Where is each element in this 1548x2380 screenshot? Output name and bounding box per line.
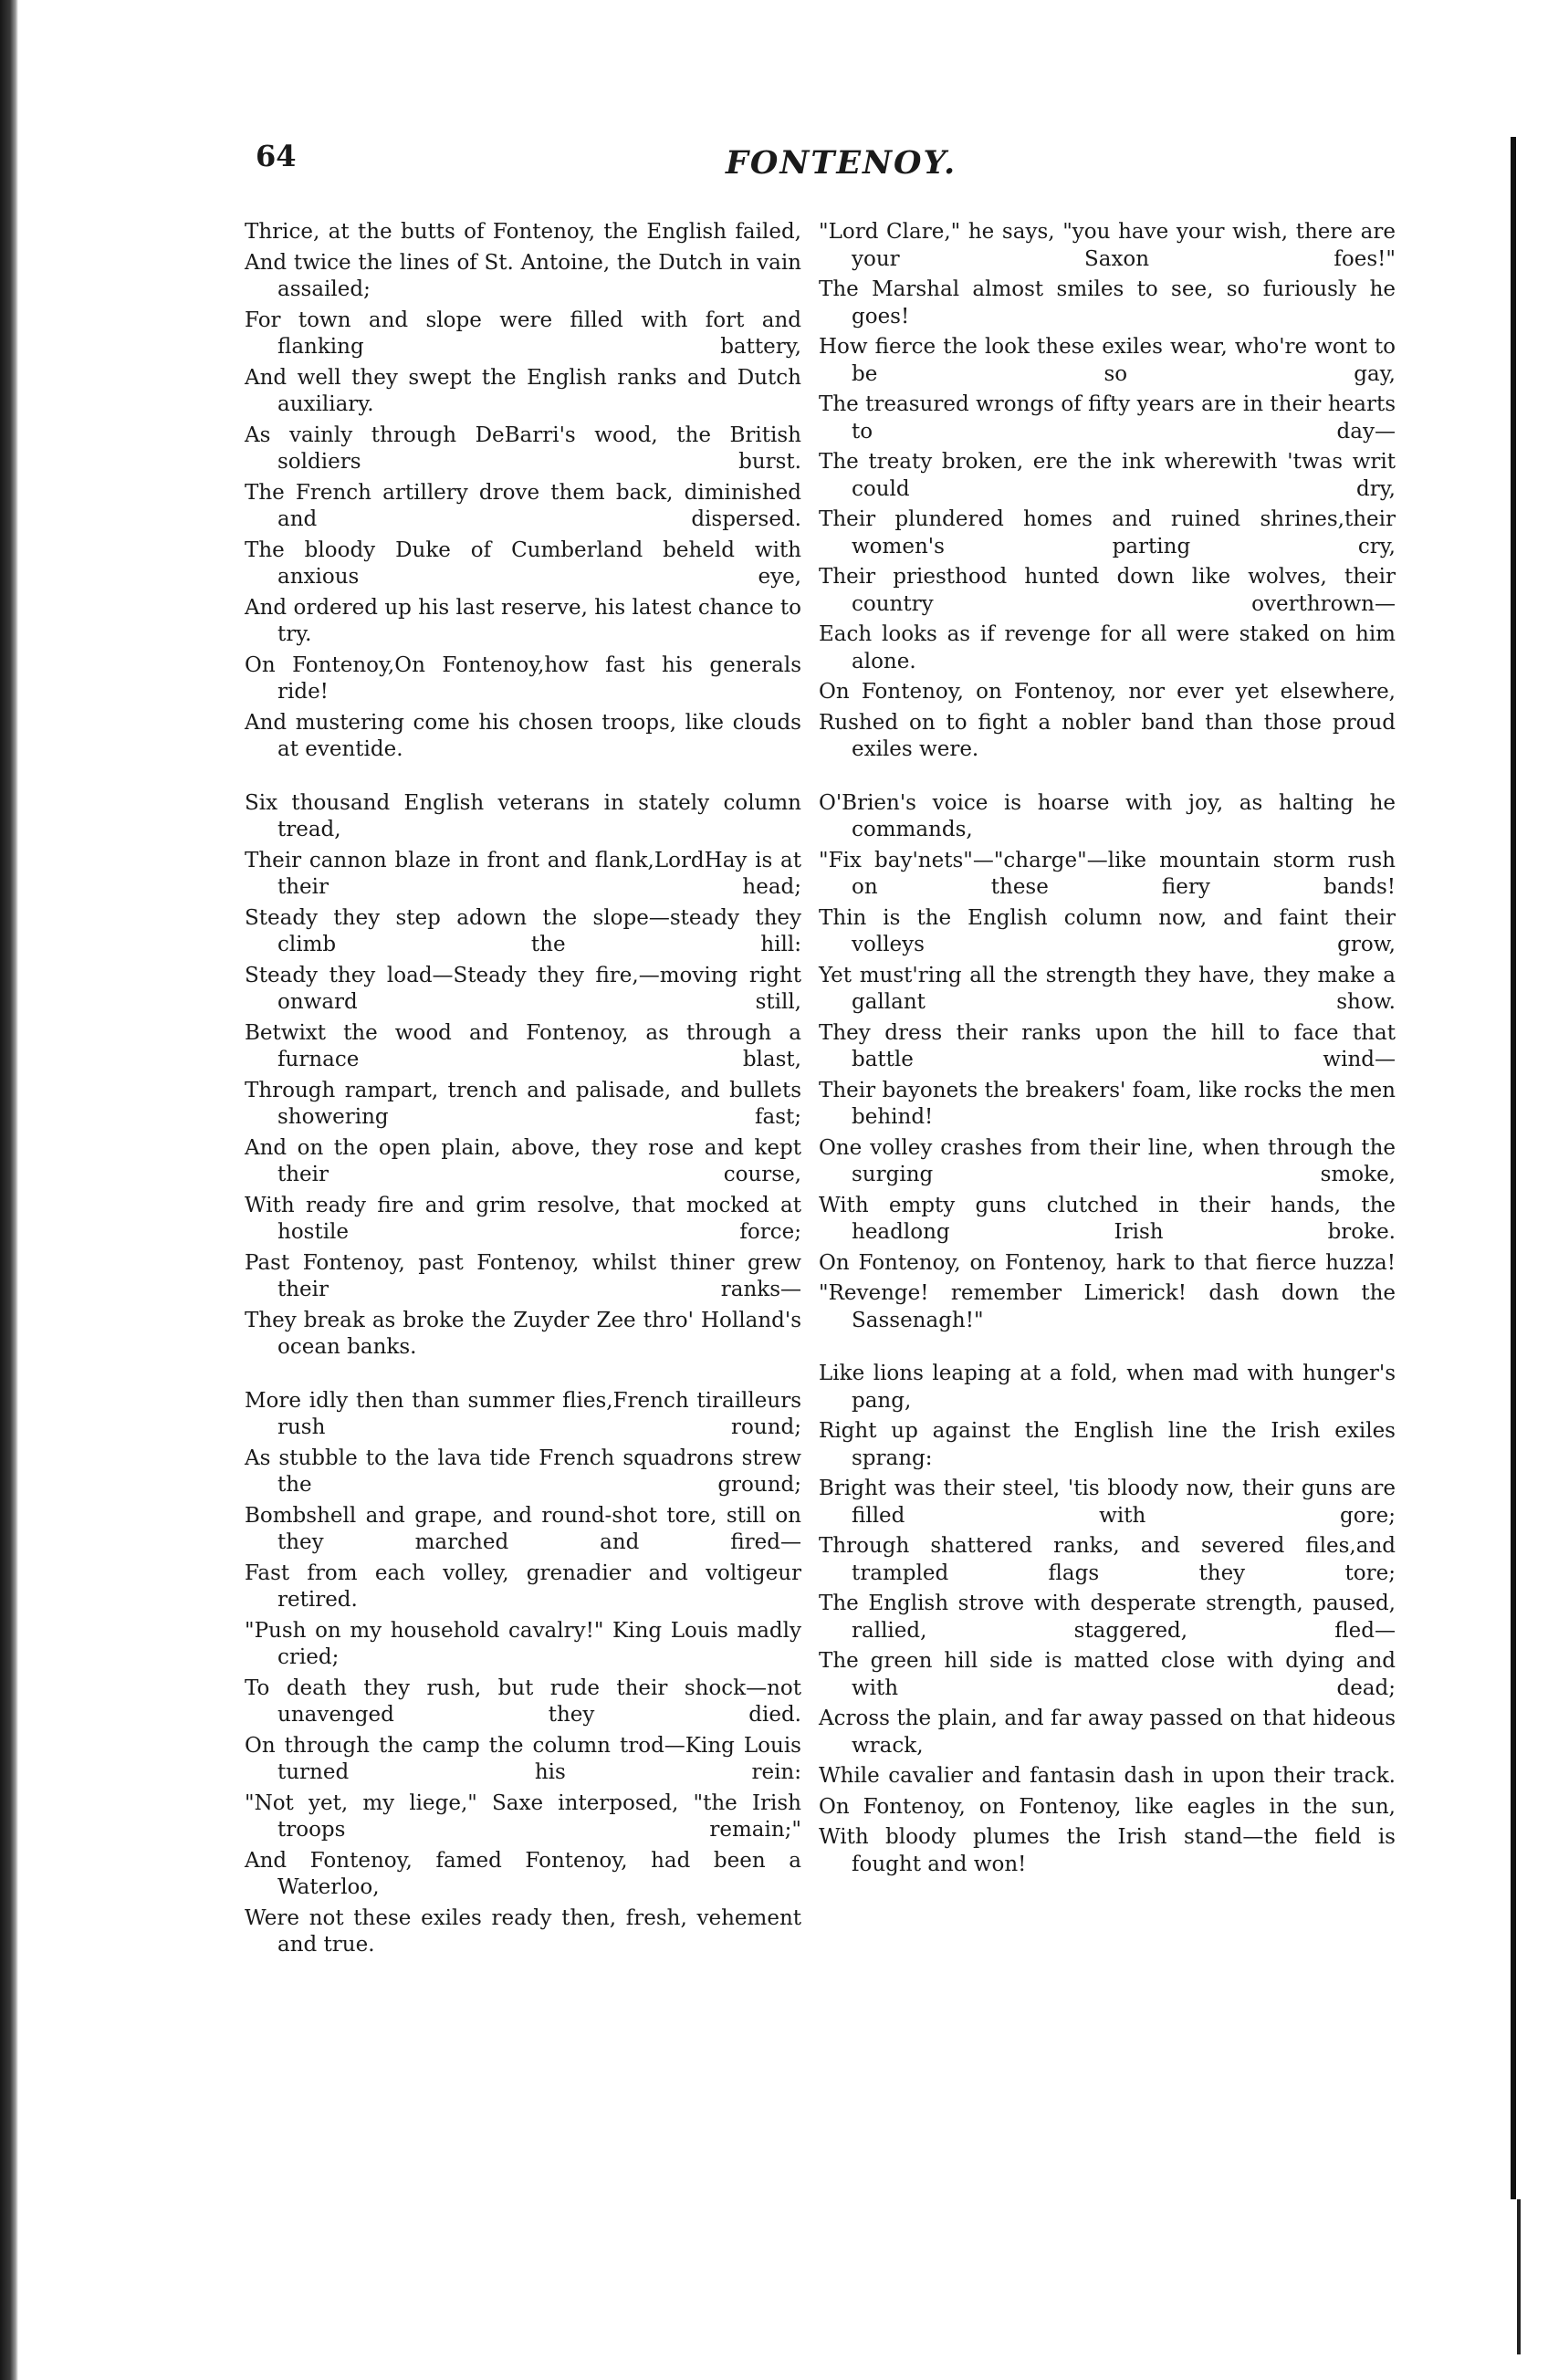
verse-line: While cavalier and fantasin dash in upon their track. [819, 1764, 1396, 1788]
verse-line: They dress their ranks upon the hill to face that battle wind— [819, 1020, 1396, 1071]
verse-line: Across the plain, and far away passed on that hideous wrack, [819, 1707, 1396, 1758]
verse-line: Fast from each volley, grenadier and voltigeur retired. [245, 1561, 801, 1612]
verse-line: "Lord Clare," he says, "you have your wish, there are your Saxon foes!" [819, 220, 1396, 271]
verse-line: "Fix bay'nets"—"charge"—like mountain storm rush on these fiery bands! [819, 848, 1396, 899]
right-column [819, 219, 1396, 1905]
verse-line: Thrice, at the butts of Fontenoy, the English failed, [245, 220, 801, 244]
stanza [819, 790, 1396, 1335]
verse-line: Like lions leaping at a fold, when mad with hunger's pang, [819, 1362, 1396, 1413]
verse-line: Past Fontenoy, past Fontenoy, whilst thiner grew their ranks— [245, 1250, 801, 1301]
verse-line: Steady they step adown the slope—steady they climb the hill: [245, 905, 801, 956]
verse-line: Each looks as if revenge for all were staked on him alone. [819, 622, 1396, 673]
verse-line: And ordered up his last reserve, his latest chance to try. [245, 595, 801, 646]
verse-line: The French artillery drove them back, diminished and dispersed. [245, 480, 801, 531]
verse-line: And Fontenoy, famed Fontenoy, had been a Waterloo, [245, 1848, 801, 1899]
verse-line: Their priesthood hunted down like wolves, their country overthrown— [819, 565, 1396, 616]
verse-line: And twice the lines of St. Antoine, the Dutch in vain assailed; [245, 250, 801, 301]
verse-line: O'Brien's voice is hoarse with joy, as halting he commands, [819, 790, 1396, 841]
verse-line: The bloody Duke of Cumberland beheld with anxious eye, [245, 538, 801, 589]
verse-line: Thin is the English column now, and faint their volleys grow, [819, 905, 1396, 956]
verse-line: "Revenge! remember Limerick! dash down the Sassenagh!" [819, 1281, 1396, 1332]
verse-line: The English strove with desperate strength, paused, rallied, staggered, fled— [819, 1592, 1396, 1643]
running-head-title: FONTENOY. [726, 144, 957, 182]
stanza [245, 1388, 801, 1959]
page-margin-rule [1511, 137, 1516, 2199]
verse-line: With bloody plumes the Irish stand—the field is fought and won! [819, 1825, 1396, 1876]
verse-line: On Fontenoy, on Fontenoy, hark to that fierce huzza! [819, 1250, 1396, 1275]
stanza [819, 219, 1396, 764]
verse-line: With empty guns clutched in their hands, the headlong Irish broke. [819, 1193, 1396, 1244]
page-margin-rule-lower [1517, 2199, 1521, 2354]
verse-line: Were not these exiles ready then, fresh, vehement and true. [245, 1905, 801, 1957]
verse-line: Yet must'ring all the strength they have, they make a gallant show. [819, 963, 1396, 1014]
verse-line: The green hill side is matted close with dying and with dead; [819, 1649, 1396, 1700]
verse-line: Six thousand English veterans in stately column tread, [245, 790, 801, 841]
verse-line: As stubble to the lava tide French squadrons strew the ground; [245, 1446, 801, 1497]
verse-line: Their plundered homes and ruined shrines,their women's parting cry, [819, 507, 1396, 558]
verse-line: And well they swept the English ranks and Dutch auxiliary. [245, 365, 801, 416]
verse-line: More idly then than summer flies,French tirailleurs rush round; [245, 1388, 801, 1439]
verse-line: And on the open plain, above, they rose and kept their course, [245, 1135, 801, 1186]
verse-line: How fierce the look these exiles wear, who're wont to be so gay, [819, 335, 1396, 386]
page-binding-edge [0, 0, 18, 2380]
verse-line: Bright was their steel, 'tis bloody now, their guns are filled with gore; [819, 1477, 1396, 1528]
verse-line: "Push on my household cavalry!" King Louis madly cried; [245, 1618, 801, 1669]
left-column [245, 219, 801, 1986]
verse-line: They break as broke the Zuyder Zee thro' Holland's ocean banks. [245, 1308, 801, 1359]
verse-line: On Fontenoy,On Fontenoy,how fast his generals ride! [245, 652, 801, 704]
verse-line: Through shattered ranks, and severed files,and trampled flags they tore; [819, 1534, 1396, 1585]
verse-line: Rushed on to fight a nobler band than those proud exiles were. [819, 710, 1396, 761]
stanza [819, 1361, 1396, 1878]
verse-line: On through the camp the column trod—King Louis turned his rein: [245, 1733, 801, 1784]
stanza [245, 219, 801, 764]
verse-line: Bombshell and grape, and round-shot tore, still on they marched and fired— [245, 1503, 801, 1554]
verse-line: To death they rush, but rude their shock—not unavenged they died. [245, 1675, 801, 1727]
verse-line: One volley crashes from their line, when through the surging smoke, [819, 1135, 1396, 1186]
verse-line: The Marshal almost smiles to see, so furiously he goes! [819, 277, 1396, 329]
verse-line: Through rampart, trench and palisade, and bullets showering fast; [245, 1078, 801, 1129]
verse-line: Right up against the English line the Irish exiles sprang: [819, 1419, 1396, 1470]
verse-line: And mustering come his chosen troops, like clouds at eventide. [245, 710, 801, 761]
verse-line: The treaty broken, ere the ink wherewith 'twas writ could dry, [819, 450, 1396, 501]
verse-line: "Not yet, my liege," Saxe interposed, "the Irish troops remain;" [245, 1790, 801, 1842]
verse-line: With ready fire and grim resolve, that mocked at hostile force; [245, 1193, 801, 1244]
verse-line: Their bayonets the breakers' foam, like rocks the men behind! [819, 1078, 1396, 1129]
page-number: 64 [256, 139, 297, 173]
verse-line: Their cannon blaze in front and flank,LordHay is at their head; [245, 848, 801, 899]
verse-line: On Fontenoy, on Fontenoy, nor ever yet elsewhere, [819, 680, 1396, 704]
verse-line: Betwixt the wood and Fontenoy, as through a furnace blast, [245, 1020, 801, 1071]
stanza [245, 790, 801, 1362]
verse-line: As vainly through DeBarri's wood, the British soldiers burst. [245, 423, 801, 474]
verse-line: Steady they load—Steady they fire,—moving right onward still, [245, 963, 801, 1014]
verse-line: On Fontenoy, on Fontenoy, like eagles in the sun, [819, 1794, 1396, 1819]
verse-line: For town and slope were filled with fort and flanking battery, [245, 308, 801, 359]
verse-line: The treasured wrongs of fifty years are in their hearts to day— [819, 392, 1396, 444]
